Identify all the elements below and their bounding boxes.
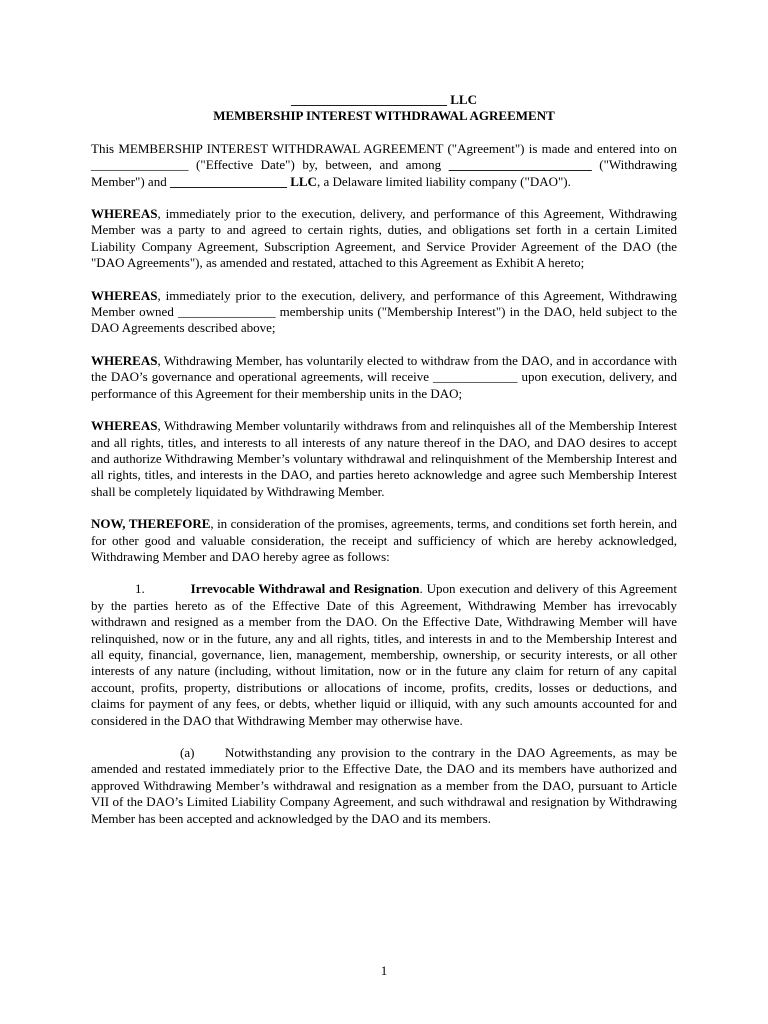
whereas-lead: WHEREAS <box>91 206 158 222</box>
intro-text-2: ("Withdrawing Member") and <box>91 157 678 189</box>
whereas-paragraph-2 <box>91 288 677 337</box>
llc-inline: LLC <box>290 173 317 189</box>
whereas-lead: WHEREAS <box>91 287 158 303</box>
whereas-text: , immediately prior to the execution, delivery, and performance of this Agreement, Withdrawing Member owned _______________ membership units ("Membership Interest") in the DAO, held subject to the DAO Agreements described above; <box>91 287 677 336</box>
whereas-text: , immediately prior to the execution, delivery, and performance of this Agreement, Withdrawing Member was a party to and agreed to certain rights, duties, and obligations set forth in a certain Limited Liability Company Agreement, Subscription Agreement, and Service Provider Agreement of the DAO (the "DAO Agreements"), as amended and restated, attached to this Agreement as Exhibit A hereto; <box>91 206 677 271</box>
document-body <box>91 92 677 827</box>
withdrawing-member-blank: ______________________ <box>448 157 592 173</box>
section-number: 1. <box>135 581 145 597</box>
section-text: . Upon execution and delivery of this Agreement by the parties hereto as of the Effective Date of this Agreement, Withdrawing Member has irrevocably withdrawn and resigned as a member from the DAO. On the Effective Date, Withdrawing Member will have relinquished, now or in the future, any and all rights, titles, and interests in and to the Membership Interest and all equity, financial, governance, lien, management, membership, ownership, or security interests, or all other interests of any nature (including, without limitation, now or in the future any claim for return of any capital account, profits, property, distributions or allocations of income, profits, credits, losses or deductions, and claims for payment of any fees, or debts, whether liquid or illiquid, with any such amounts accounted for and considered in the DAO that Withdrawing Member may otherwise have. <box>91 581 677 728</box>
whereas-lead: WHEREAS <box>91 418 158 434</box>
intro-text-1: This MEMBERSHIP INTEREST WITHDRAWAL AGREEMENT ("Agreement") is made and entered into on _______________ ("Effective Date") by, between, and among <box>91 140 677 173</box>
intro-text-3: , a Delaware limited liability company ("DAO"). <box>316 173 571 189</box>
intro-paragraph <box>91 141 677 190</box>
llc-suffix: LLC <box>450 92 477 107</box>
now-therefore-lead: NOW, THEREFORE <box>91 516 211 532</box>
whereas-text: , Withdrawing Member voluntarily withdraws from and relinquishes all of the Membership Interest and all rights, titles, and interests to all interests of any nature thereof in the DAO, and DAO desires to accept and authorize Withdrawing Member’s voluntary withdrawal and relinquishment of the Membership Interest and all rights, titles, and interests in the DAO, and parties hereto acknowledge and agree such Membership Interest shall be completely liquidated by Withdrawing Member. <box>91 418 677 499</box>
section-heading: Irrevocable Withdrawal and Resignation <box>190 581 420 597</box>
page-number: 1 <box>380 963 388 978</box>
whereas-text: , Withdrawing Member, has voluntarily elected to withdraw from the DAO, and in accordance with the DAO’s governance and operational agreements, will receive _____________ upon execution, delivery, and performance of this Agreement for their membership units in the DAO; <box>91 352 677 401</box>
llc-heading <box>91 92 677 108</box>
section-1-paragraph <box>91 581 677 729</box>
subsection-text: Notwithstanding any provision to the contrary in the DAO Agreements, as may be amended and restated immediately prior to the Effective Date, the DAO and its members have authorized and approved Withdrawing Member’s withdrawal and resignation as a member from the DAO, pursuant to Article VII of the DAO’s Limited Liability Company Agreement, and such withdrawal and resignation by Withdrawing Member has been accepted and acknowledged by the DAO and its members. <box>91 745 677 826</box>
now-therefore-text: , in consideration of the promises, agreements, terms, and conditions set forth herein, and for other good and valuable consideration, the receipt and sufficiency of which are hereby acknowledged, Withdrawing Member and DAO hereby agree as follows: <box>91 516 677 564</box>
subsection-label: (a) <box>180 745 195 760</box>
now-therefore-paragraph <box>91 516 677 565</box>
llc-name-blank: ________________________ <box>291 92 447 107</box>
whereas-paragraph-3 <box>91 353 677 402</box>
whereas-paragraph-4 <box>91 418 677 500</box>
whereas-lead: WHEREAS <box>91 352 158 368</box>
llc-name-blank-inline: __________________ <box>169 173 287 189</box>
whereas-paragraph-1 <box>91 206 677 272</box>
document-title: MEMBERSHIP INTEREST WITHDRAWAL AGREEMENT <box>213 108 555 124</box>
subsection-a-paragraph <box>91 745 677 827</box>
